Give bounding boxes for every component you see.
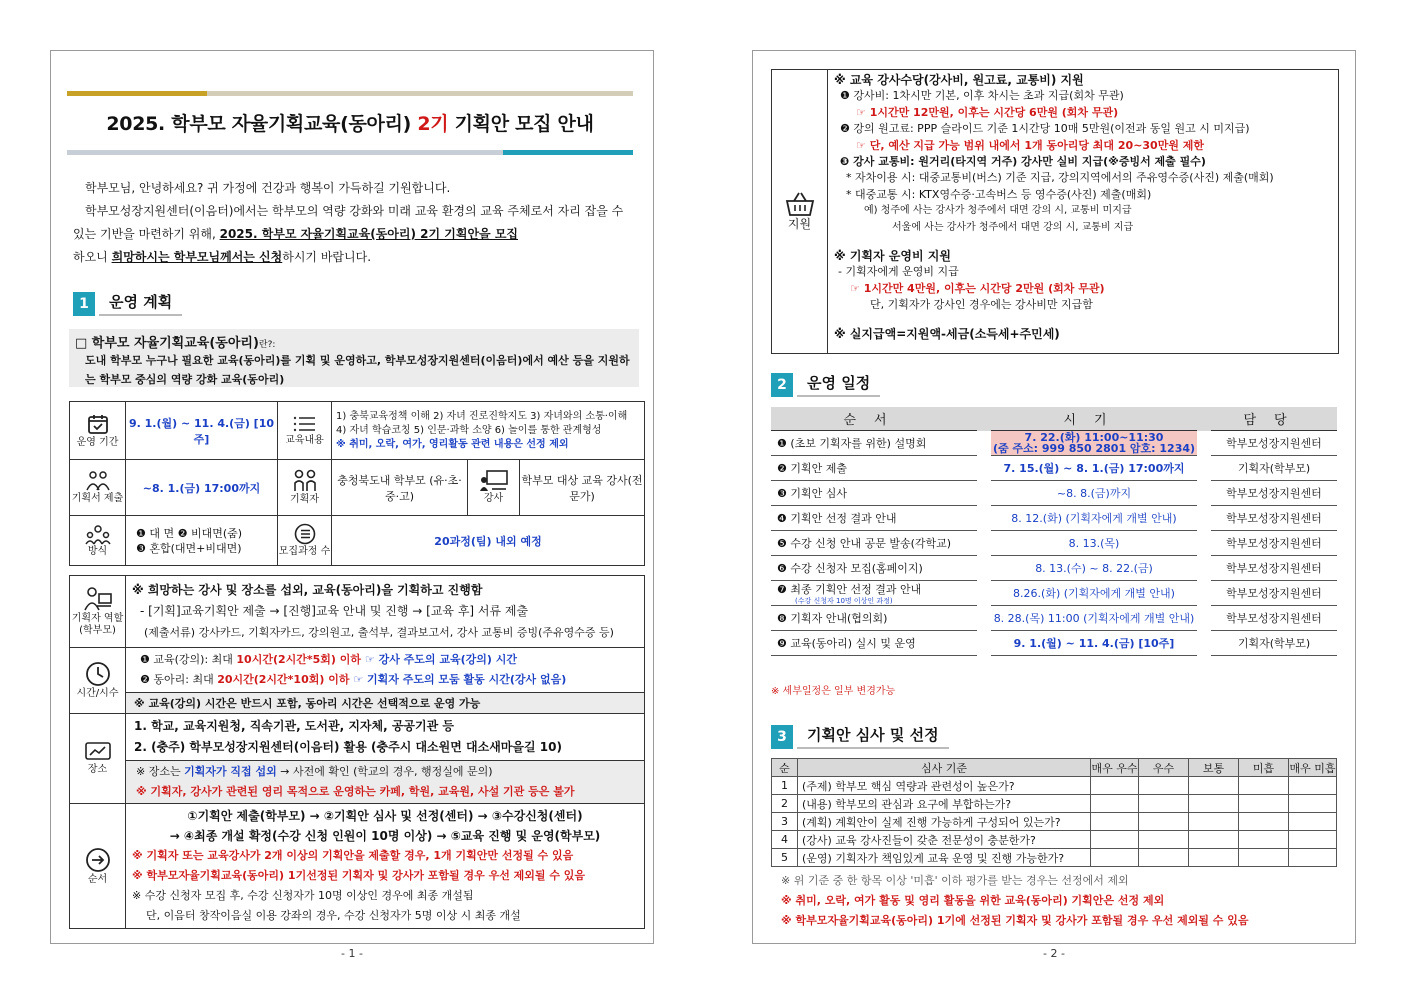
- title-top-bar: [67, 91, 633, 96]
- people-icon: [86, 470, 110, 492]
- review-no: 4: [772, 831, 798, 849]
- schedule-owner: 학부모성장지원센터: [1211, 606, 1337, 631]
- schedule-step: ❼ 최종 기획안 선정 결과 안내 (수강 신청자 10명 이상인 과정): [771, 581, 977, 606]
- review-score-cell[interactable]: [1289, 831, 1337, 849]
- schedule-step: ❾ 교육(동아리) 실시 및 운영: [771, 631, 977, 656]
- planner-value: 충청북도내 학부모 (유·초·중·고): [332, 460, 468, 516]
- recruit-value: 20과정(팀) 내외 예정: [332, 516, 645, 566]
- schedule-step: ❻ 수강 신청자 모집(홈페이지): [771, 556, 977, 581]
- review-notes: ※ 위 기준 중 한 항목 이상 '미흡' 이하 평가를 받는 경우는 선정에서 제외 ※ 취미, 오락, 여가 활동 및 영리 활동을 위한 교육(동아리) 기획안은 선정 제외 ※ 학부모자율기획교육(동아리) 1기에 선정된 기획자 및 강사가 포함될 경우 우선 제외될 수 있음: [781, 874, 1249, 927]
- schedule-when: 8. 13.(목): [991, 531, 1197, 556]
- review-score-cell[interactable]: [1139, 813, 1189, 831]
- schedule-step: ❸ 기획안 심사: [771, 481, 977, 506]
- review-row: [772, 777, 1337, 795]
- schedule-owner: 기획자(학부모): [1211, 631, 1337, 656]
- list-icon: [293, 414, 317, 434]
- method-value: ❶ 대 면 ❷ 비대면(줌) ❸ 혼합(대면+비대면): [126, 516, 278, 566]
- review-header-criteria: 심사 기준: [798, 759, 1091, 777]
- role-value: ※ 희망하는 강사 및 장소를 섭외, 교육(동아리)을 기획하고 진행함 - [기획]교육기획안 제출 → [진행]교육 안내 및 진행 → [교육 후] 서류 제출 (제출서류) 강사카드, 기획자카드, 강의원고, 출석부, 결과보고서, 강사 교통비 증빙(주유영수증 등): [126, 576, 645, 648]
- review-header-excellent: 매우 우수: [1091, 759, 1139, 777]
- review-score-cell[interactable]: [1239, 777, 1289, 795]
- basket-icon: [785, 191, 815, 217]
- schedule-when: 8. 12.(화) (기획자에게 개별 안내): [991, 506, 1197, 531]
- review-score-cell[interactable]: [1091, 795, 1139, 813]
- schedule-table: [771, 407, 1337, 656]
- review-no: 2: [772, 795, 798, 813]
- schedule-owner: 학부모성장지원센터: [1211, 556, 1337, 581]
- schedule-when: 7. 22.(화) 11:00~11:30 (줌 주소: 999 850 2801 암호: 1234): [992, 431, 1196, 455]
- review-header-average: 보통: [1189, 759, 1239, 777]
- schedule-owner: 학부모성장지원센터: [1211, 431, 1337, 456]
- schedule-when: 8. 13.(수) ~ 8. 22.(금): [991, 556, 1197, 581]
- review-table: [771, 758, 1337, 867]
- review-header-no: 순: [772, 759, 798, 777]
- page-number-2: - 2 -: [1043, 947, 1065, 960]
- order-value: ①기획안 제출(학부모) → ②기획안 심사 및 선정(센터) → ③수강신청(센터) → ④최종 개설 확정(수강 신청 인원이 10명 이상) → ⑤교육 진행 및 운영(학부모) ※ 기획자 또는 교육강사가 2개 이상의 기획안을 제출할 경우, 1개 기획안만 선정될 수 있음 ※ 학부모자율기획교육(동아리) 1기선정된 기획자 및 강사가 포함될 경우 우선 제외될 수 있음 ※ 수강 신청자 모집 후, 수강 신청자가 10명 이상인 경우에 최종 개설됨 단, 이음터 창작이음실 이용 강좌의 경우, 수강 신청자가 5명 이상 시 최종 개설: [126, 804, 645, 929]
- review-score-cell[interactable]: [1289, 813, 1337, 831]
- schedule-header-when: 시기: [991, 407, 1197, 431]
- support-table: 지원 ※ 교육 강사수당(강사비, 원고료, 교통비) 지원 ❶ 강사비: 1차시만 기본, 이후 차시는 초과 지급(회차 무관) ☞ 1시간만 12만원, 이후는 시간당 6만원 (회차 무관) ❷ 강의 원고료: PPP 슬라이드 기준 1시간당 10매 5만원(이전과 동일 원고 시 미지급) ☞ 단, 예산 지급 가능 범위 내에서 1개 동아리당 최대 20~30만원 제한 ❸ 강사 교통비: 원거리(타지역 거주) 강사만 실비 지급(※증빙서 제출 필수) * 자차이용 시: 대중교통비(버스) 기준 지급, 강의지역에서의 주유영수증(사진) 제출(매회) * 대중교통 시: KTX영수증·고속버스 등 영수증(사진) 제출(매회) 예) 청주에 사는 강사가 청주에서 대면 강의 시, 교통비 미지급 서울에 사는 강사가 청주에서 대면 강의 시, 교통비 지급 ※ 기획자 운영비 지원 - 기획자에게 운영비 지급 ☞ 1시간만 4만원, 이후는 시간당 2만원 (회차 무관) 단, 기획자가 강사인 경우에는 강사비만 지급함 ※ 실지급액=지원액-세금(소득세+주민세): [771, 69, 1339, 354]
- review-criterion: (운영) 기획자가 책임있게 교육 운영 및 진행 가능한가?: [798, 849, 1091, 867]
- overview-table: 운영 기간 9. 1.(월) ~ 11. 4.(금) [10주] 교육내용 1) 충북교육정책 이해 2) 자녀 진로진학지도 3) 자녀와의 소통·이해 4) 자녀 학습코칭 5) 인문·과학 소양 6) 놀이를 통한 관계형성 ※ 취미, 오락, 여가, 영리활동 관련 내용은 선정 제외 기획서 제출 ~8. 1.(금) 17:00까지 기획자 충청북도내 학부모 (유·초·중·고) 강사 학부모 대상 교육 강사(전문가) 방식 ❶ 대 면 ❷ 비대면(줌) ❸ 혼합(대면+비대면) 모집과정 수 20과정(팀) 내외 예정: [69, 401, 645, 566]
- schedule-row: [771, 431, 1337, 456]
- section-2-heading: 2 운영 일정: [771, 372, 880, 397]
- review-score-cell[interactable]: [1189, 777, 1239, 795]
- review-score-cell[interactable]: [1239, 813, 1289, 831]
- review-row: [772, 795, 1337, 813]
- review-no: 1: [772, 777, 798, 795]
- review-no: 5: [772, 849, 798, 867]
- page-2: [752, 50, 1356, 944]
- schedule-when: 7. 15.(월) ~ 8. 1.(금) 17:00까지: [991, 456, 1197, 481]
- review-score-cell[interactable]: [1091, 813, 1139, 831]
- review-score-cell[interactable]: [1139, 795, 1189, 813]
- title-bottom-bar: [67, 150, 633, 155]
- schedule-row: [771, 606, 1337, 631]
- review-row: [772, 813, 1337, 831]
- review-score-cell[interactable]: [1091, 777, 1139, 795]
- submit-deadline: ~8. 1.(금) 17:00까지: [126, 460, 278, 516]
- schedule-step: ❹ 기획안 선정 결과 안내: [771, 506, 977, 531]
- schedule-owner: 학부모성장지원센터: [1211, 531, 1337, 556]
- schedule-row: [771, 456, 1337, 481]
- support-value: ※ 교육 강사수당(강사비, 원고료, 교통비) 지원 ❶ 강사비: 1차시만 기본, 이후 차시는 초과 지급(회차 무관) ☞ 1시간만 12만원, 이후는 시간당 6만원 (회차 무관) ❷ 강의 원고료: PPP 슬라이드 기준 1시간당 10매 5만원(이전과 동일 원고 시 미지급) ☞ 단, 예산 지급 가능 범위 내에서 1개 동아리당 최대 20~30만원 제한 ❸ 강사 교통비: 원거리(타지역 거주) 강사만 실비 지급(※증빙서 제출 필수) * 자차이용 시: 대중교통비(버스) 기준 지급, 강의지역에서의 주유영수증(사진) 제출(매회) * 대중교통 시: KTX영수증·고속버스 등 영수증(사진) 제출(매회) 예) 청주에 사는 강사가 청주에서 대면 강의 시, 교통비 미지급 서울에 사는 강사가 청주에서 대면 강의 시, 교통비 지급 ※ 기획자 운영비 지원 - 기획자에게 운영비 지급 ☞ 1시간만 4만원, 이후는 시간당 2만원 (회차 무관) 단, 기획자가 강사인 경우에는 강사비만 지급함 ※ 실지급액=지원액-세금(소득세+주민세): [828, 70, 1339, 354]
- review-score-cell[interactable]: [1091, 849, 1139, 867]
- review-row: [772, 831, 1337, 849]
- review-no: 3: [772, 813, 798, 831]
- schedule-row: [771, 556, 1337, 581]
- section-3-heading: 3 기획안 심사 및 선정: [771, 724, 949, 749]
- review-header-good: 우수: [1139, 759, 1189, 777]
- review-score-cell[interactable]: [1139, 831, 1189, 849]
- details-table: 기획자 역할 (학부모) ※ 희망하는 강사 및 장소를 섭외, 교육(동아리)을 기획하고 진행함 - [기획]교육기획안 제출 → [진행]교육 안내 및 진행 → [교육 후] 서류 제출 (제출서류) 강사카드, 기획자카드, 강의원고, 출석부, 결과보고서, 강사 교통비 증빙(주유영수증 등) 시간/시수 ❶ 교육(강의): 최대 10시간(2시간*5회) 이하 ☞ 강사 주도의 교육(강의) 시간 ❷ 동아리: 최대 20시간(2시간*10회) 이하 ☞ 기획자 주도의 모둠 활동 시간(강사 없음) ※ 교육(강의) 시간은 반드시 포함, 동아리 시간은 선택적으로 운영 가능 장소 1. 학교, 교육지원청, 직속기관, 도서관, 지자체, 공공기관 등 2. (충주) 학부모성장지원센터(이음터) 활용 (충주시 대소원면 대소새마을길 10) ※ 장소는 기획자가 직접 섭외 → 사전에 확인 (학교의 경우, 행정실에 문의) ※ 기획자, 강사가 관련된 영리 목적으로 운영하는 카페, 학원, 교육원, 사설 기관 등은 불가 순서 ①기획안 제출(학부모) → ②기획안 심사 및 선정(센터) → ③수강신청(센터) → ④최종 개설 확정(수강 신청 인원이 10명 이상) → ⑤교육 진행 및 운영(학부모) ※ 기획자 또는 교육강사가 2개 이상의 기획안을 제출할 경우, 1개 기획안만 선정될 수 있음 ※ 학부모자율기획교육(동아리) 1기선정된 기획자 및 강사가 포함될 경우 우선 제외될 수 있음 ※ 수강 신청자 모집 후, 수강 신청자가 10명 이상인 경우에 최종 개설됨 단, 이음터 창작이음실 이용 강좌의 경우, 수강 신청자가 5명 이상 시 최종 개설: [69, 575, 645, 929]
- intro-text: 학부모님, 안녕하세요? 귀 가정에 건강과 행복이 가득하길 기원합니다. 학부모성장지원센터(이음터)에서는 학부모의 역량 강화와 미래 교육 환경의 교육 주체로서 자리 잡을 수 있는 기반을 마련하기 위해, 2025. 학부모 자율기획교육(동아리) 2기 기획안을 모집 하오니 희망하시는 학부모님께서는 신청하시기 바랍니다.: [73, 181, 624, 264]
- review-score-cell[interactable]: [1189, 795, 1239, 813]
- two-people-icon: [292, 469, 318, 493]
- schedule-when: ~8. 8.(금)까지: [991, 481, 1197, 506]
- schedule-header-order: 순서: [771, 407, 977, 431]
- time-value: ❶ 교육(강의): 최대 10시간(2시간*5회) 이하 ☞ 강사 주도의 교육(강의) 시간 ❷ 동아리: 최대 20시간(2시간*10회) 이하 ☞ 기획자 주도의 모둠 활동 시간(강사 없음) ※ 교육(강의) 시간은 반드시 포함, 동아리 시간은 선택적으로 운영 가능: [126, 648, 645, 714]
- clock-icon: [85, 661, 111, 687]
- schedule-row: [771, 481, 1337, 506]
- section-1-heading: 1 운영 계획: [73, 291, 182, 316]
- review-score-cell[interactable]: [1189, 831, 1239, 849]
- schedule-when: 8. 28.(목) 11:00 (기획자에게 개별 안내): [991, 606, 1197, 631]
- schedule-row: [771, 506, 1337, 531]
- content-value: 1) 충북교육정책 이해 2) 자녀 진로진학지도 3) 자녀와의 소통·이해 4) 자녀 학습코칭 5) 인문·과학 소양 6) 놀이를 통한 관계형성 ※ 취미, 오락, 여가, 영리활동 관련 내용은 선정 제외: [332, 402, 645, 460]
- review-score-cell[interactable]: [1189, 813, 1239, 831]
- schedule-row: [771, 531, 1337, 556]
- review-header-poor: 미흡: [1239, 759, 1289, 777]
- op-period-value: 9. 1.(월) ~ 11. 4.(금) [10주]: [126, 402, 278, 460]
- calendar-icon: [86, 412, 110, 436]
- definition-box: □ 학부모 자율기획교육(동아리)란?: 도내 학부모 누구나 필요한 교육(동아리)를 기획 및 운영하고, 학부모성장지원센터(이음터)에서 예산 등을 지원하는 학부모 중심의 역량 강화 교육(동아리): [69, 329, 639, 387]
- schedule-step: ❺ 수강 신청 안내 공문 발송(각학교): [771, 531, 977, 556]
- schedule-step: ❽ 기획자 안내(협의회): [771, 606, 977, 631]
- op-period-cell: 운영 기간: [70, 402, 126, 460]
- schedule-when: 9. 1.(월) ~ 11. 4.(금) [10주]: [991, 631, 1197, 656]
- page-title: 2025. 학부모 자율기획교육(동아리) 2기 기획안 모집 안내: [106, 113, 594, 135]
- review-criterion: (강사) 교육 강사진들이 갖춘 전문성이 충분한가?: [798, 831, 1091, 849]
- review-criterion: (계획) 계획안이 실제 진행 가능하게 구성되어 있는가?: [798, 813, 1091, 831]
- page-number-1: - 1 -: [341, 947, 363, 960]
- arrow-circle-icon: [85, 847, 111, 873]
- review-score-cell[interactable]: [1289, 795, 1337, 813]
- schedule-header-owner: 담당: [1211, 407, 1337, 431]
- review-header-very-poor: 매우 미흡: [1289, 759, 1337, 777]
- review-criterion: (주제) 학부모 핵심 역량과 관련성이 높은가?: [798, 777, 1091, 795]
- schedule-owner: 학부모성장지원센터: [1211, 581, 1337, 606]
- schedule-step: ❷ 기획안 제출: [771, 456, 977, 481]
- review-score-cell[interactable]: [1289, 849, 1337, 867]
- chart-board-icon: [84, 741, 112, 763]
- schedule-owner: 학부모성장지원센터: [1211, 481, 1337, 506]
- planner-desk-icon: [84, 586, 112, 612]
- review-criterion: (내용) 학부모의 관심과 요구에 부합하는가?: [798, 795, 1091, 813]
- page-1: [50, 50, 654, 944]
- review-score-cell[interactable]: [1189, 849, 1239, 867]
- lecture-icon: [479, 470, 509, 492]
- schedule-owner: 학부모성장지원센터: [1211, 506, 1337, 531]
- review-score-cell[interactable]: [1239, 831, 1289, 849]
- review-score-cell[interactable]: [1239, 849, 1289, 867]
- review-score-cell[interactable]: [1139, 849, 1189, 867]
- review-score-cell[interactable]: [1139, 777, 1189, 795]
- schedule-row: [771, 581, 1337, 606]
- review-score-cell[interactable]: [1289, 777, 1337, 795]
- review-score-cell[interactable]: [1091, 831, 1139, 849]
- review-score-cell[interactable]: [1239, 795, 1289, 813]
- schedule-owner: 기획자(학부모): [1211, 456, 1337, 481]
- menu-circle-icon: [294, 523, 316, 545]
- lecturer-value: 학부모 대상 교육 강사(전문가): [520, 460, 645, 516]
- group-icon: [85, 523, 111, 545]
- schedule-note: ※ 세부일정은 일부 변경가능: [771, 686, 896, 697]
- schedule-step: ❶ (초보 기획자를 위한) 설명회: [771, 431, 977, 456]
- schedule-when: 8.26.(화) (기획자에게 개별 안내): [991, 581, 1197, 606]
- review-row: [772, 849, 1337, 867]
- place-value: 1. 학교, 교육지원청, 직속기관, 도서관, 지자체, 공공기관 등 2. (충주) 학부모성장지원센터(이음터) 활용 (충주시 대소원면 대소새마을길 10) ※ 장소는 기획자가 직접 섭외 → 사전에 확인 (학교의 경우, 행정실에 문의) ※ 기획자, 강사가 관련된 영리 목적으로 운영하는 카페, 학원, 교육원, 사설 기관 등은 불가: [126, 714, 645, 804]
- schedule-row: [771, 631, 1337, 656]
